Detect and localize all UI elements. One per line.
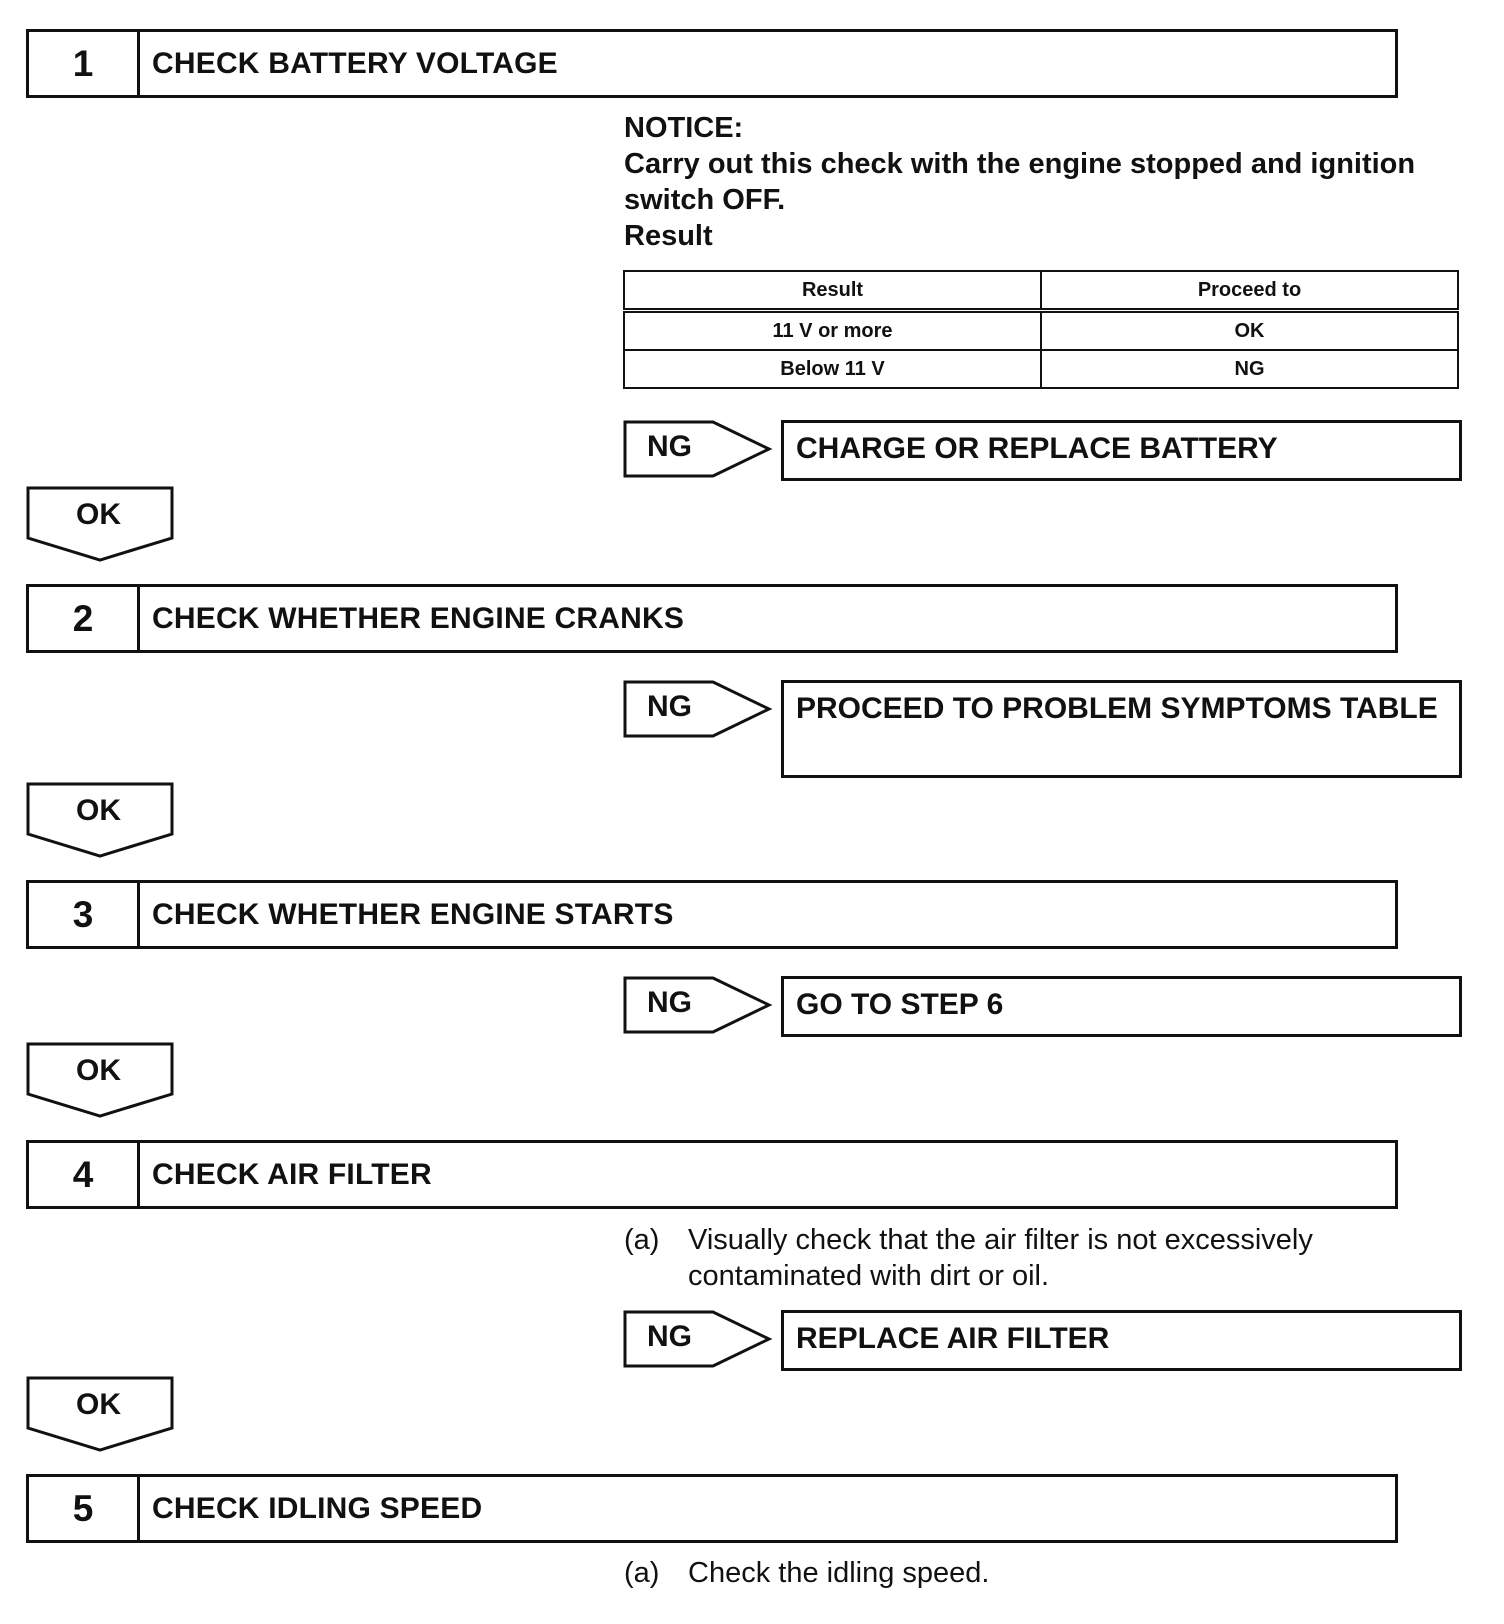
ok-label: OK [76, 498, 121, 531]
step-4-header [26, 1140, 1398, 1209]
ok-branch-1 [26, 486, 174, 562]
table-cell: NG [1041, 350, 1458, 388]
ok-branch-3 [26, 1042, 174, 1118]
ng-action-box: CHARGE OR REPLACE BATTERY [781, 420, 1462, 481]
table-header-cell: Result [624, 271, 1041, 311]
table-header-cell: Proceed to [1041, 271, 1458, 311]
notice-text: Carry out this check with the engine stopped and ignition switch OFF. [624, 148, 1416, 216]
step-2-header [26, 584, 1398, 653]
result-heading: Result [624, 220, 713, 252]
ng-action-box: PROCEED TO PROBLEM SYMPTOMS TABLE [781, 680, 1462, 778]
table-row [624, 311, 1458, 351]
step-number: 3 [29, 883, 140, 946]
step-number: 4 [29, 1143, 140, 1206]
ng-arrow-icon [623, 420, 773, 478]
table-header-row [624, 271, 1458, 311]
notice-heading: NOTICE: [624, 112, 744, 144]
step-5-header [26, 1474, 1398, 1543]
step-title: CHECK BATTERY VOLTAGE [152, 46, 558, 80]
step-1-header [26, 29, 1398, 98]
ng-action-box: GO TO STEP 6 [781, 976, 1462, 1037]
ok-label: OK [76, 794, 121, 827]
step-title: CHECK WHETHER ENGINE CRANKS [152, 601, 685, 635]
ng-action-box: REPLACE AIR FILTER [781, 1310, 1462, 1371]
substep-text: Check the idling speed. [688, 1557, 990, 1589]
substep-text: Visually check that the air filter is not excessively contaminated with dirt or oil. [688, 1224, 1313, 1292]
ok-label: OK [76, 1388, 121, 1421]
table-cell: 11 V or more [624, 311, 1041, 351]
step-3-header [26, 880, 1398, 949]
ng-label: NG [647, 430, 692, 463]
step-title: CHECK WHETHER ENGINE STARTS [152, 897, 674, 931]
ng-label: NG [647, 986, 692, 1019]
step-number: 2 [29, 587, 140, 650]
substep-4a [624, 1222, 1384, 1294]
ng-label: NG [647, 690, 692, 723]
ng-arrow-icon [623, 680, 773, 738]
ok-branch-2 [26, 782, 174, 858]
step-title: CHECK AIR FILTER [152, 1157, 432, 1191]
table-row [624, 350, 1458, 388]
ng-arrow-icon [623, 976, 773, 1034]
step-number: 1 [29, 32, 140, 95]
ng-arrow-icon [623, 1310, 773, 1368]
step-title: CHECK IDLING SPEED [152, 1491, 483, 1525]
notice-block [624, 110, 1444, 254]
substep-tag: (a) [624, 1224, 660, 1256]
table-cell: Below 11 V [624, 350, 1041, 388]
table-cell: OK [1041, 311, 1458, 351]
substep-tag: (a) [624, 1557, 660, 1589]
result-table [623, 270, 1459, 389]
ok-label: OK [76, 1054, 121, 1087]
ng-label: NG [647, 1320, 692, 1353]
step-number: 5 [29, 1477, 140, 1540]
substep-5a [624, 1555, 1384, 1591]
ok-branch-4 [26, 1376, 174, 1452]
